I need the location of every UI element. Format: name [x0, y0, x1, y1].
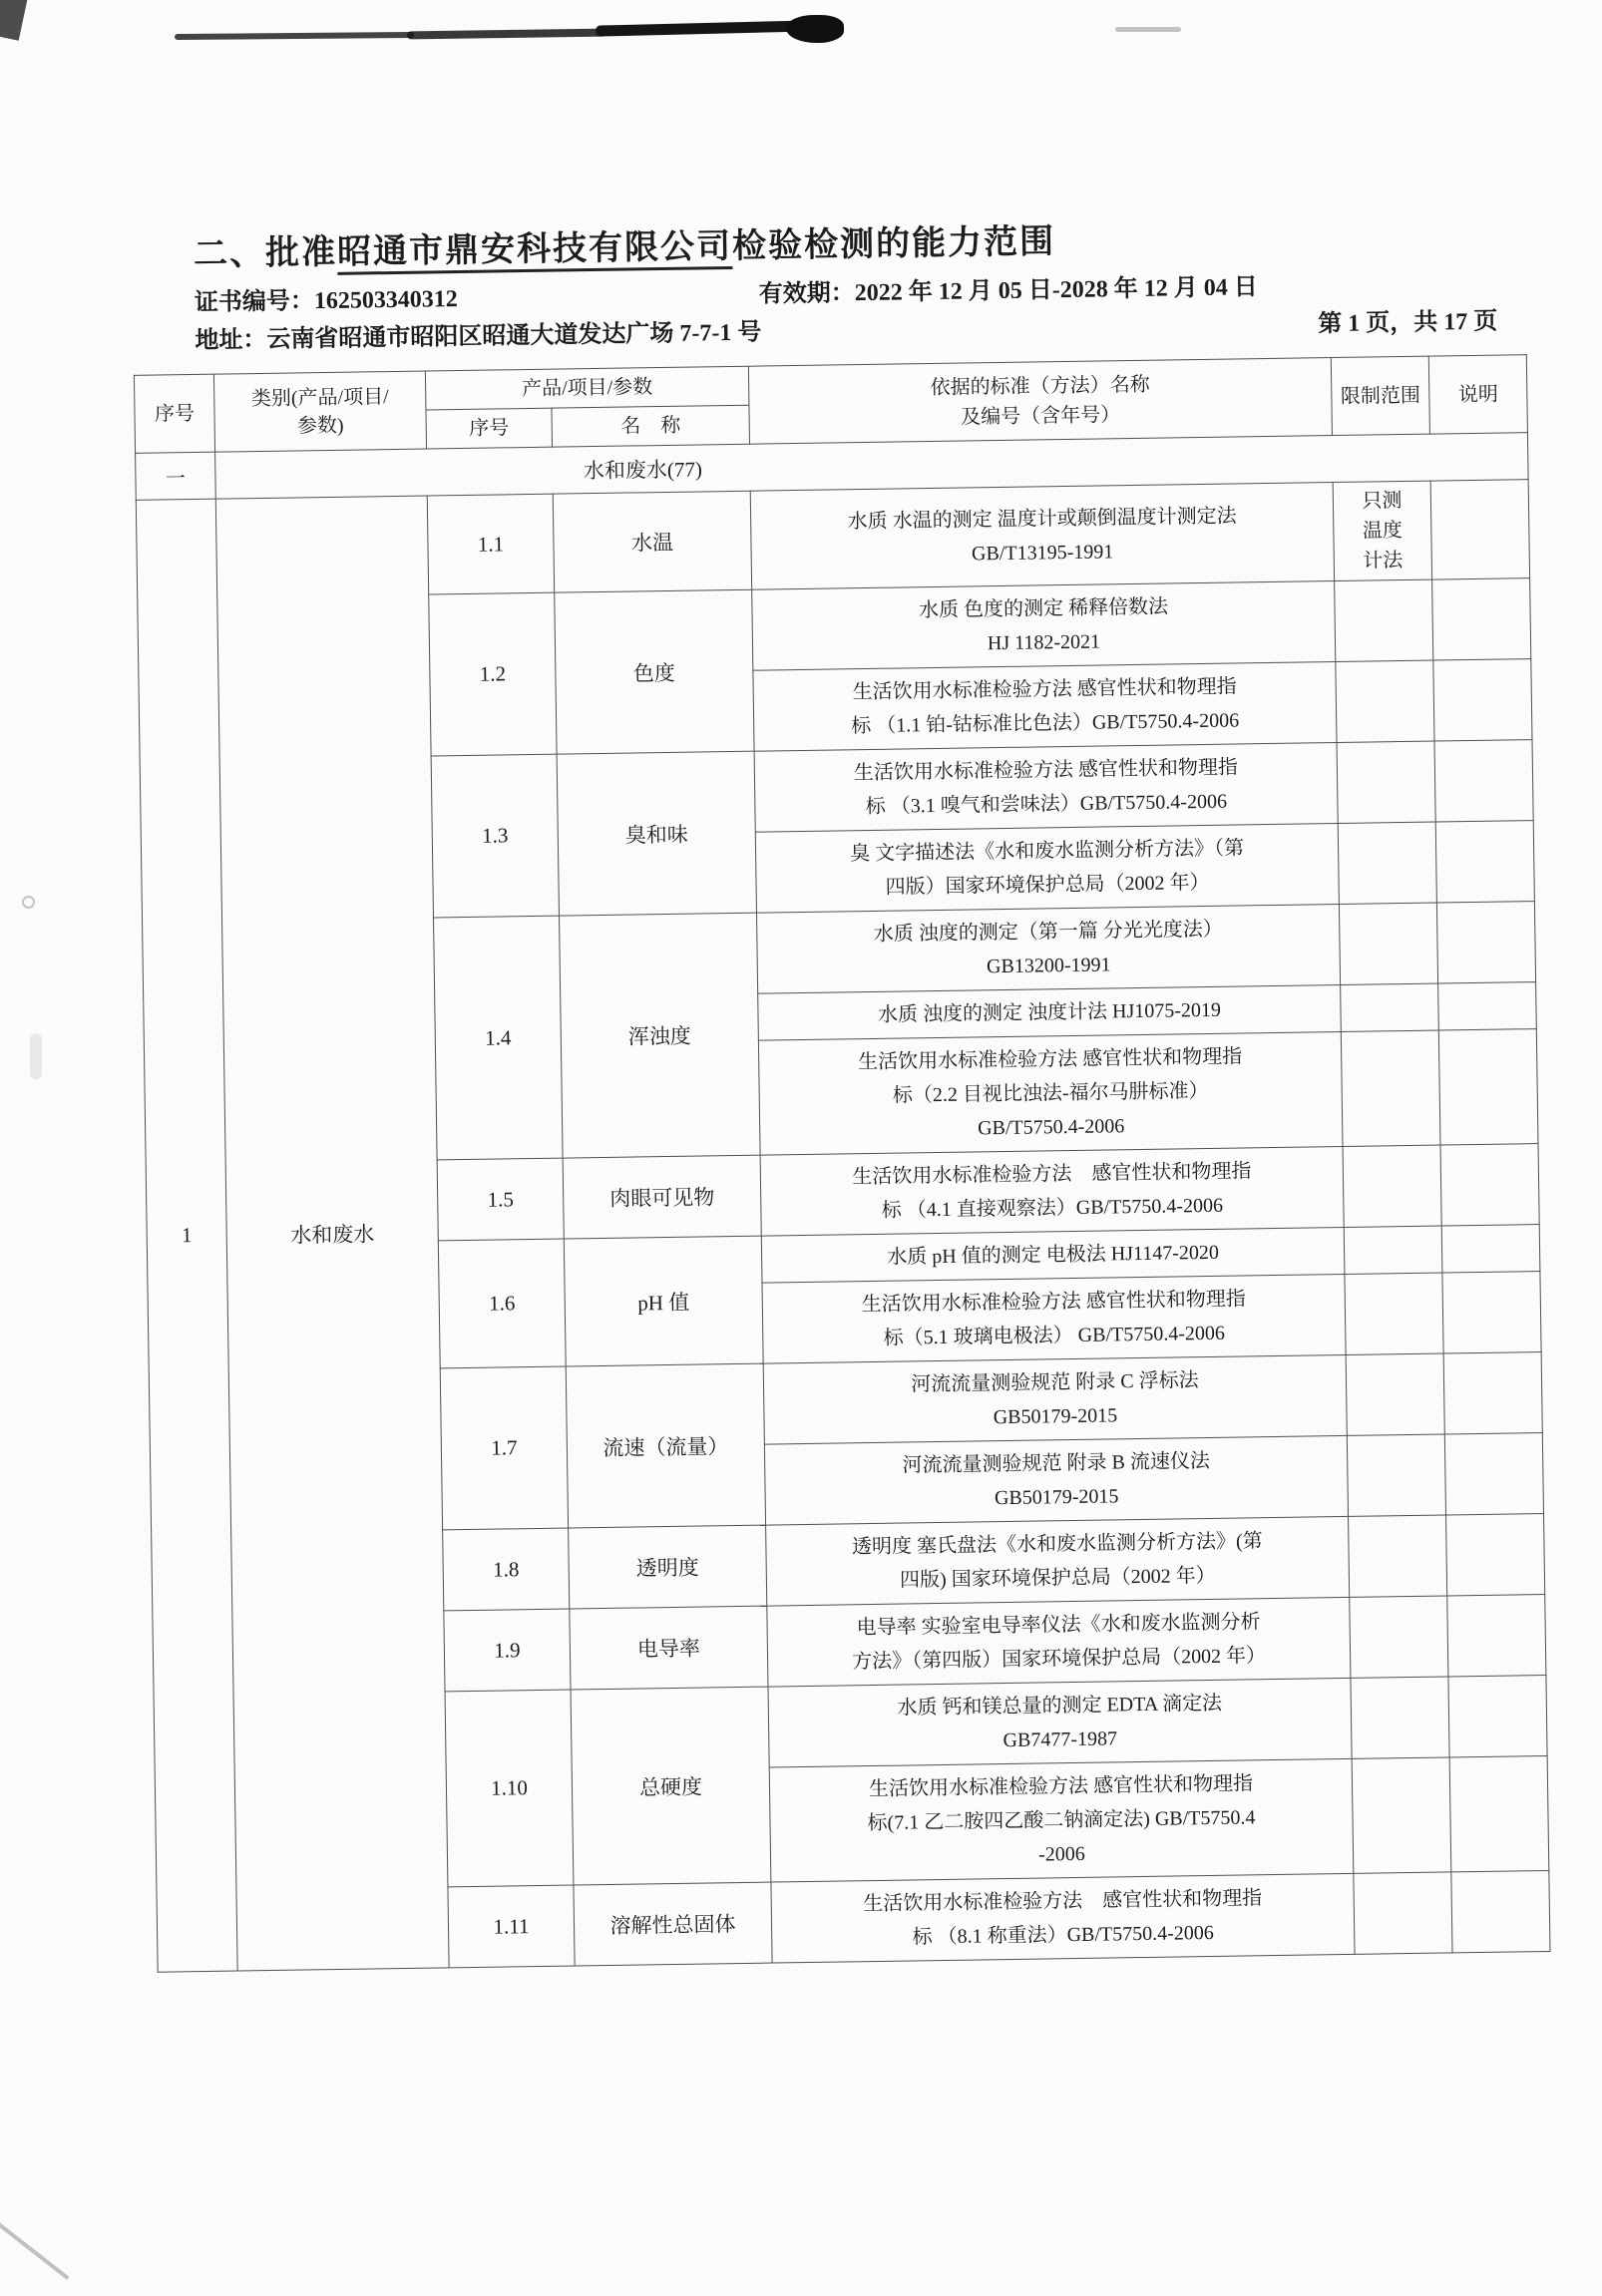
cell-method-standard: 水质 浊度的测定（第一篇 分光光度法） GB13200-1991 [756, 904, 1340, 993]
cell-limit-scope [1335, 579, 1433, 661]
cell-note [1438, 1029, 1538, 1145]
cell-method-standard: 水质 pH 值的测定 电极法 HJ1147-2020 [761, 1227, 1345, 1283]
cell-limit-scope [1349, 1515, 1447, 1597]
cert-number-label: 证书编号： [194, 288, 315, 316]
col-header-standard-line1: 依据的标准（方法）名称 [930, 373, 1150, 399]
title-prefix: 二、批准 [193, 233, 338, 273]
cell-product-name: 流速（流量） [566, 1363, 765, 1528]
cell-note [1440, 1144, 1539, 1226]
cell-product-name: 臭和味 [557, 751, 756, 916]
cell-limit-scope [1347, 1434, 1445, 1516]
cert-number-value: 162503340312 [313, 286, 459, 315]
section-title: 水和废水(77) [215, 433, 1529, 500]
cell-limit-scope [1344, 1226, 1442, 1274]
cell-limit-scope [1336, 660, 1434, 742]
page-indicator: 第 1 页，共 17 页 [1318, 308, 1498, 338]
col-header-standard-line2: 及编号（含年号） [960, 403, 1121, 429]
section-seq: 一 [136, 452, 216, 500]
cell-product-name: 透明度 [569, 1525, 767, 1609]
cell-product-seq: 1.3 [431, 754, 559, 918]
col-header-product-seq: 序号 [426, 408, 553, 449]
cell-limit-scope [1345, 1273, 1443, 1354]
cell-limit-scope [1351, 1677, 1449, 1758]
cell-note [1438, 982, 1537, 1030]
cell-note [1434, 740, 1533, 822]
cell-product-seq: 1.10 [445, 1690, 574, 1887]
cell-product-seq: 1.9 [444, 1609, 571, 1692]
validity-period [758, 266, 1257, 308]
cell-product-seq: 1.5 [437, 1158, 564, 1241]
cell-note [1449, 1755, 1549, 1871]
cell-product-seq: 1.6 [438, 1239, 566, 1368]
cell-method-standard: 透明度 塞氏盘法《水和废水监测分析方法》(第 四版) 国家环境保护总局（2002 年） [766, 1516, 1350, 1606]
cell-product-name: 浑浊度 [560, 913, 761, 1158]
cell-category-seq: 1 [136, 499, 237, 1972]
col-header-product-group: 产品/项目/参数 [425, 366, 749, 410]
address-value: 云南省昭通市昭阳区昭通大道发达广场 7-7-1 号 [266, 319, 762, 353]
cell-limit-scope [1354, 1872, 1452, 1954]
cell-method-standard: 臭 文字描述法《水和废水监测分析方法》（第 四版）国家环境保护总局（2002 年） [755, 824, 1339, 914]
col-header-product-name: 名 称 [552, 405, 750, 447]
cell-limit-scope [1339, 903, 1437, 984]
col-header-standard [748, 358, 1332, 445]
cell-product-seq: 1.8 [443, 1528, 570, 1611]
cell-category-name: 水和废水 [215, 496, 449, 1971]
col-header-category: 类别(产品/项目/参数) [213, 371, 426, 452]
cell-note [1446, 1514, 1545, 1596]
cell-note [1443, 1352, 1542, 1434]
cell-method-standard: 水质 钙和镁总量的测定 EDTA 滴定法 GB7477-1987 [768, 1678, 1352, 1767]
cell-note [1441, 1225, 1540, 1273]
cell-method-standard: 生活饮用水标准检验方法 感官性状和物理指 标(7.1 乙二胺四乙酸二钠滴定法) GB/T5750.4 -2006 [769, 1758, 1354, 1882]
cell-product-seq: 1.4 [434, 916, 564, 1160]
cell-product-name: 电导率 [570, 1606, 768, 1690]
cell-product-name: 溶解性总固体 [574, 1882, 772, 1966]
cell-method-standard: 水质 水温的测定 温度计或颠倒温度计测定法 GB/T13195-1991 [750, 483, 1334, 590]
cell-note [1444, 1433, 1543, 1515]
page-title [194, 213, 1056, 275]
cell-note [1433, 659, 1532, 741]
cell-note [1430, 480, 1529, 579]
cell-note [1448, 1676, 1547, 1757]
cell-limit-scope [1343, 1145, 1441, 1227]
cell-limit-scope: 只测温度计法 [1333, 481, 1431, 580]
cell-product-seq: 1.11 [448, 1885, 575, 1968]
cell-limit-scope [1346, 1353, 1444, 1435]
cell-note [1447, 1595, 1546, 1677]
cell-method-standard: 生活饮用水标准检验方法 感官性状和物理指 标（5.1 玻璃电极法） GB/T5750.4-2006 [762, 1274, 1346, 1363]
cell-product-seq: 1.2 [429, 592, 557, 756]
cell-product-name: 色度 [555, 589, 754, 754]
cell-product-name: 水温 [553, 491, 751, 592]
cell-method-standard: 生活饮用水标准检验方法 感官性状和物理指 标 （8.1 称重法）GB/T5750.4-2006 [771, 1873, 1355, 1963]
cell-method-standard: 电导率 实验室电导率仪法《水和废水监测分析 方法》（第四版）国家环境保护总局（2002 年） [767, 1597, 1351, 1687]
cell-method-standard: 水质 色度的测定 稀释倍数法 HJ 1182-2021 [752, 581, 1336, 671]
cell-product-name: pH 值 [564, 1236, 763, 1366]
cell-limit-scope [1337, 741, 1435, 823]
cell-note [1435, 821, 1534, 903]
col-header-note: 说明 [1428, 355, 1527, 434]
validity-label: 有效期： [758, 280, 855, 308]
col-header-seq: 序号 [134, 374, 214, 453]
header-row-1 [134, 355, 1526, 415]
cell-limit-scope [1338, 822, 1436, 904]
title-suffix: 检验检测的能力范围 [731, 223, 1056, 265]
cell-product-seq: 1.7 [440, 1366, 568, 1530]
cell-note [1451, 1870, 1550, 1952]
cell-limit-scope [1350, 1596, 1448, 1678]
validity-value: 2022 年 12 月 05 日-2028 年 12 月 04 日 [854, 274, 1258, 307]
cell-method-standard: 生活饮用水标准检验方法 感官性状和物理指 标（2.2 目视比浊法-福尔马肼标准） GB/T5750.4-2006 [758, 1031, 1343, 1155]
table-body [136, 433, 1550, 1973]
title-company-name: 昭通市鼎安科技有限公司 [337, 228, 733, 275]
cell-product-seq: 1.1 [427, 494, 554, 594]
cell-method-standard: 生活饮用水标准检验方法 感官性状和物理指 标 （1.1 铂-钴标准比色法）GB/T5750.4-2006 [753, 662, 1337, 752]
cell-method-standard: 生活饮用水标准检验方法 感官性状和物理指 标 （3.1 嗅气和尝味法）GB/T5750.4-2006 [754, 743, 1338, 833]
cell-method-standard: 生活饮用水标准检验方法 感官性状和物理指 标 （4.1 直接观察法）GB/T5750.4-2006 [760, 1146, 1344, 1236]
cell-method-standard: 河流流量测验规范 附录 C 浮标法 GB50179-2015 [763, 1354, 1347, 1444]
cell-limit-scope [1341, 1030, 1440, 1146]
cell-limit-scope [1352, 1757, 1451, 1873]
cell-product-name: 肉眼可见物 [563, 1155, 761, 1239]
cell-note [1442, 1272, 1541, 1353]
cell-note [1436, 902, 1535, 983]
cell-note [1432, 578, 1531, 660]
address-label: 地址： [195, 326, 267, 354]
cell-method-standard: 水质 浊度的测定 浊度计法 HJ1075-2019 [758, 984, 1342, 1040]
cell-limit-scope [1341, 983, 1439, 1031]
cell-method-standard: 河流流量测验规范 附录 B 流速仪法 GB50179-2015 [764, 1435, 1348, 1525]
cell-product-name: 总硬度 [571, 1687, 771, 1885]
col-header-limit: 限制范围 [1331, 356, 1429, 435]
capability-table [134, 354, 1551, 1973]
